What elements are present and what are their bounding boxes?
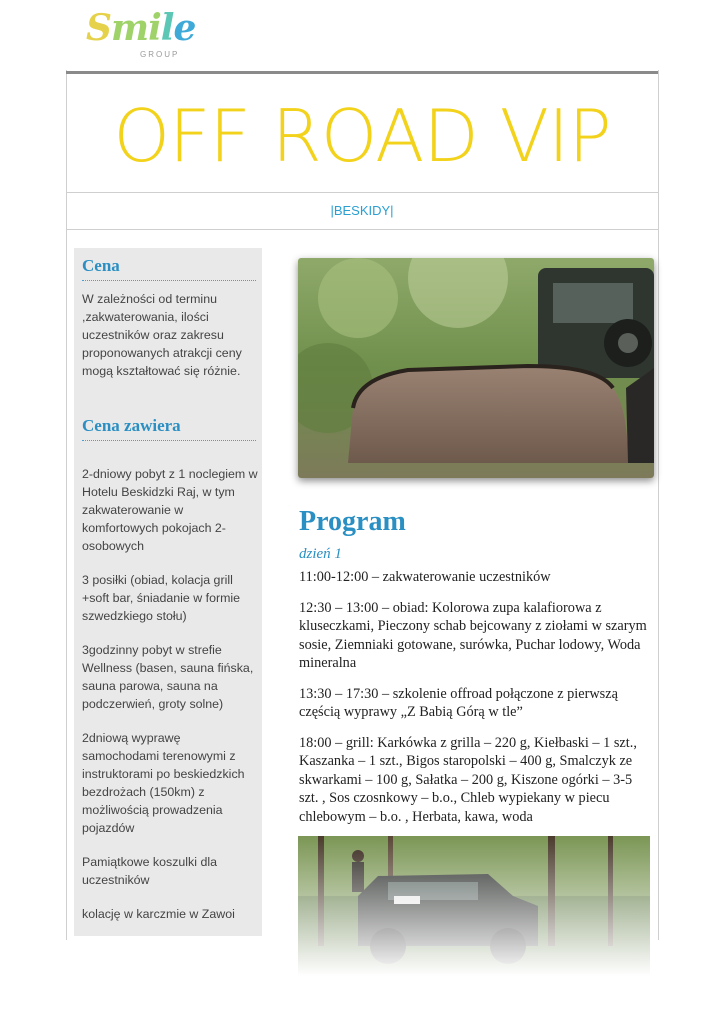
includes-item: 2-dniowy pobyt z 1 noclegiem w Hotelu Beskidzki Raj, w tym zakwaterowanie w komfortowych pokojach 2-osobowych bbox=[82, 467, 258, 553]
program-body bbox=[299, 568, 655, 838]
divider bbox=[66, 229, 658, 230]
includes-item: 3 posiłki (obiad, kolacja grill +soft bar, śniadanie w formie szwedzkiego stołu) bbox=[82, 573, 241, 623]
includes-item: kolację w karczmie w Zawoi bbox=[82, 907, 235, 921]
includes-item: Pamiątkowe koszulki dla uczestników bbox=[82, 855, 217, 887]
dotted-rule bbox=[82, 440, 256, 441]
program-heading: Program bbox=[299, 506, 406, 537]
left-border bbox=[66, 70, 67, 940]
includes-list bbox=[82, 465, 258, 923]
includes-heading: Cena zawiera bbox=[82, 416, 181, 435]
program-entry: 13:30 – 17:30 – szkolenie offroad połączone z pierwszą częścią wyprawy „Z Babią Górą w tle” bbox=[299, 685, 618, 720]
dotted-rule bbox=[82, 280, 256, 281]
top-rule bbox=[66, 71, 658, 74]
region-label: |BESKIDY| bbox=[330, 203, 394, 218]
page-title: OFF ROAD VIP bbox=[113, 94, 611, 178]
offroad-vehicle-photo bbox=[298, 836, 650, 976]
program-entry: 12:30 – 13:00 – obiad: Kolorowa zupa kalafiorowa z kluseczkami, Pieczony schab bejcowany z ziołami w szarym sosie, Ziemniaki gotowane, surówka, Puchar lodowy, Woda mineralna bbox=[299, 599, 647, 671]
includes-item: 3godzinny pobyt w strefie Wellness (basen, sauna fińska, sauna parowa, sauna na podczerwień, groty solne) bbox=[82, 643, 254, 711]
day-label: dzień 1 bbox=[299, 546, 342, 562]
includes-section bbox=[82, 416, 258, 939]
offroad-tire-photo bbox=[298, 258, 654, 478]
logo-subtitle: GROUP bbox=[140, 50, 180, 59]
divider bbox=[66, 192, 658, 193]
sidebar bbox=[74, 248, 262, 936]
price-section bbox=[82, 256, 258, 380]
right-border bbox=[658, 70, 659, 940]
program-entry: 11:00-12:00 – zakwaterowanie uczestników bbox=[299, 569, 551, 585]
program-entry: 18:00 – grill: Karkówka z grilla – 220 g, Kiełbaski – 1 szt., Kaszanka – 1 szt., Bigos staropolski – 400 g, Smalczyk ze skwarkami – 100 g, Sałatka – 200 g, Kiszone ogórki – 3-5 szt. , Sos czosnkowy – b.o., Chleb wypiekany w piecu chlebowym – b.o. , Herbata, kawa, woda bbox=[299, 734, 637, 825]
logo-wordmark: Smile bbox=[86, 7, 196, 49]
smile-group-logo bbox=[86, 4, 196, 64]
includes-item: 2dniową wyprawę samochodami terenowymi z instruktorami po beskiedzkich bezdrożach (150km) z możliwością prowadzenia pojazdów bbox=[82, 731, 245, 835]
price-text: W zależności od terminu ,zakwaterowania, ilości uczestników oraz zakresu proponowanych atrakcji ceny mogą kształtować się różnie. bbox=[82, 292, 242, 378]
price-heading: Cena bbox=[82, 256, 120, 275]
